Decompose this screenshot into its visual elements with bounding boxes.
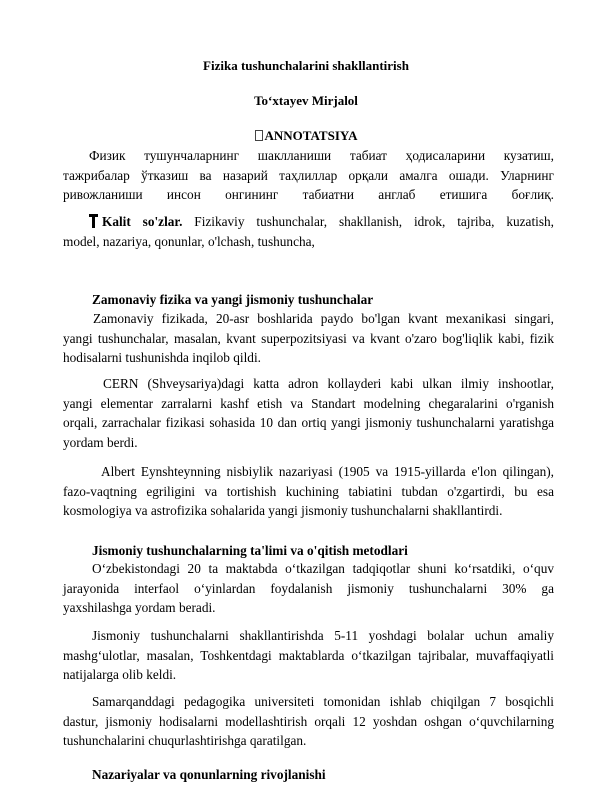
paragraph-samarkand [63,692,554,751]
section-heading-teaching-methods: Jismoniy tushunchalarning ta'limi va o'qitish metodlari [92,543,408,558]
paragraph-line: mashg‘ulotlar, masalan, Toshkentdagi maktablarda o‘tkazilgan tajribalar, muvaffaqiyatli [63,647,554,663]
paragraph-line: fazo-vaqtning egriligini va tortishish kuchining tabiatini tubdan o'zgartirdi, bu esa [63,483,554,499]
paragraph-line: hodisalarni tushunishda inqilob qildi. [63,350,261,366]
paragraph-practical-lessons [63,626,554,685]
paragraph-line: orqali, zarrachalar fizikasi sohasida 10 dan ortiq yangi jismoniy tushunchalarni yaratishga [63,415,554,431]
keywords-line [63,212,554,232]
annotation-heading-text: ANNOTATSIYA [264,128,358,143]
paragraph-einstein [63,462,554,521]
paragraph-line: O‘zbekistondagi 20 ta maktabda o‘tkazilgan tadqiqotlar shuni ko‘rsatdiki, o‘quv [92,561,554,576]
section-heading-theories: Nazariyalar va qonunlarning rivojlanishi [92,767,326,782]
paragraph-line: Samarqanddagi pedagogika universiteti tomonidan ishlab chiqilgan 7 bosqichli [92,694,554,709]
missing-glyph-icon [255,130,263,141]
paragraph-line: Zamonaviy fizikada, 20-asr boshlarida paydo bo'lgan kvant mexanikasi singari, [93,311,554,326]
pin-icon [89,214,98,228]
paragraph-line: Albert Eynshteynning nisbiylik nazariyasi (1905 va 1915-yillarda e'lon qilingan), [101,464,554,479]
paragraph-line: CERN (Shveysariya)dagi katta adron kollayderi kabi ulkan ilmiy inshootlar, [103,376,554,391]
annotation-paragraph [63,146,554,205]
paragraph-uzbekistan-schools [63,559,554,618]
paragraph-line: dastur, jismoniy hodisalarni modellashtirish orqali 12 yoshdan oshgan o‘quvchilarning [63,713,554,729]
paragraph-line: yangi elementar zarralarni kashf etish va Standart modelning chegaralarini o'rganish [63,395,554,411]
annotation-line: Физик тушунчаларнинг шаклланиши табиат ҳодисаларини кузатиш, [89,148,554,163]
author-name: To‘xtayev Mirjalol [254,93,358,108]
paragraph-modern-physics [63,309,554,368]
paragraph-line: yaxshilashga yordam beradi. [63,600,216,616]
keywords-text: Fizikaviy tushunchalar, shakllanish, idrok, tajriba, kuzatish, [194,214,554,229]
keywords-line: model, nazariya, qonunlar, o'lchash, tushuncha, [63,233,315,249]
paragraph-line: kosmologiya va astrofizika sohalarida yangi jismoniy tushunchalarni shakllantirdi. [63,503,503,519]
paragraph-line: Jismoniy tushunchalarni shakllantirishda 5-11 yoshdagi bolalar uchun amaliy [92,628,554,643]
paragraph-line: tushunchalarini chuqurlashtirishga qaratilgan. [63,733,307,749]
keywords-paragraph [63,212,554,251]
paragraph-line: yangi tushunchalar, masalan, kvant superpozitsiyasi va kvant o'zaro bog'liqlik kabi, fizik [63,330,554,346]
paragraph-cern [63,374,554,452]
keywords-label: Kalit so'zlar. [102,214,183,229]
paragraph-line: jarayonida interfaol o‘yinlardan foydalanish jismoniy tushunchalarni 30% ga [63,580,554,596]
paragraph-line: natijalarga olib keldi. [63,667,177,683]
annotation-line: тажрибалар ўтказиш ва назарий таҳлиллар орқали амалга ошади. Уларнинг [63,167,554,183]
paragraph-line: yordam berdi. [63,434,138,450]
annotation-heading [0,128,612,144]
document-title: Fizika tushunchalarini shakllantirish [203,58,409,73]
annotation-line: ривожланиши инсон онгининг табиатни англаб етишига боғлиқ. [63,187,554,203]
section-heading-modern-physics: Zamonaviy fizika va yangi jismoniy tushunchalar [92,292,374,307]
